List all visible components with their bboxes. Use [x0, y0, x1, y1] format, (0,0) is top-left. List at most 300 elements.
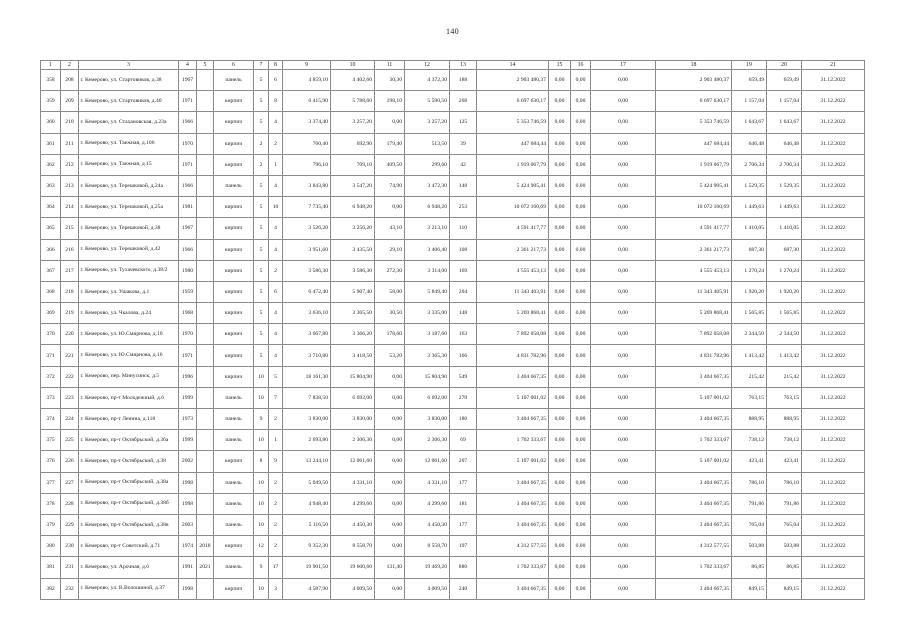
floors-cell: 8 [254, 451, 269, 472]
cost-fund-cell: 0,00 [549, 430, 571, 451]
residents-cell: 69 [450, 430, 477, 451]
column-number-19: 19 [732, 61, 767, 70]
cost-per-sqm-cell: 646,48 [732, 133, 767, 154]
cost-per-sqm-cell: 738,12 [732, 430, 767, 451]
residents-cell: 108 [450, 239, 477, 260]
row-number-cell: 380 [41, 536, 61, 557]
entrances-cell: 10 [269, 197, 283, 218]
address-cell: г. Кемерово, ул. Тухачевского, д.38/2 [79, 260, 179, 281]
cost-owners-cell: 1 919 067,79 [656, 154, 732, 175]
address-cell: г. Кемерово, ул. Ю.Смирнова, д.16 [79, 345, 179, 366]
cost-owners-cell: 5 353 746,59 [656, 112, 732, 133]
entrances-cell: 4 [269, 345, 283, 366]
row-number-cell: 378 [41, 493, 61, 514]
building-number-cell: 231 [61, 557, 79, 578]
cost-fund-cell: 0,00 [549, 366, 571, 387]
total-area-cell: 3 636,10 [283, 303, 331, 324]
cost-fund-cell: 0,00 [549, 133, 571, 154]
cost-per-sqm-cell: 2 706,34 [732, 154, 767, 175]
cost-budget-cell: 0,00 [571, 472, 591, 493]
wall-material-cell: кирпич [214, 197, 254, 218]
year-built-cell: 1959 [179, 281, 197, 302]
year-rebuilt-cell [197, 514, 214, 535]
wall-material-cell: кирпич [214, 345, 254, 366]
max-cost-per-sqm-cell: 1 565,85 [767, 303, 802, 324]
floors-cell: 10 [254, 493, 269, 514]
wall-material-cell: панель [214, 430, 254, 451]
address-cell: г. Кемерово, ул. Арочная, д.6 [79, 557, 179, 578]
cost-fund-cell: 0,00 [549, 536, 571, 557]
year-built-cell: 1966 [179, 239, 197, 260]
cost-fund-cell: 0,00 [549, 175, 571, 196]
cost-budget-cell: 0,00 [571, 366, 591, 387]
total-cost-cell: 5 353 746,59 [477, 112, 549, 133]
building-number-cell: 216 [61, 239, 79, 260]
floors-cell: 10 [254, 514, 269, 535]
cost-fund-cell: 0,00 [549, 557, 571, 578]
wall-material-cell: кирпич [214, 303, 254, 324]
cost-other-cell: 0,00 [591, 112, 656, 133]
residents-cell: 180 [450, 409, 477, 430]
residents-cell: 163 [450, 324, 477, 345]
max-cost-per-sqm-cell: 1 449,63 [767, 197, 802, 218]
entrances-cell: 1 [269, 430, 283, 451]
cost-per-sqm-cell: 1 920,20 [732, 281, 767, 302]
cost-per-sqm-cell: 791,86 [732, 493, 767, 514]
entrances-cell: 4 [269, 303, 283, 324]
table-row [41, 303, 865, 324]
cost-owners-cell: 4 831 782,96 [656, 345, 732, 366]
cost-other-cell: 0,00 [591, 387, 656, 408]
cost-owners-cell: 1 702 333,67 [656, 430, 732, 451]
max-cost-per-sqm-cell: 1 157,04 [767, 91, 802, 112]
residents-cell: 268 [450, 91, 477, 112]
cost-fund-cell: 0,00 [549, 218, 571, 239]
residential-area-cell: 19 469,20 [405, 557, 450, 578]
cost-owners-cell: 3 404 667,35 [656, 578, 732, 599]
column-number-9: 9 [283, 61, 331, 70]
address-cell: г. Кемерово, пер. Минусинск, д.5 [79, 366, 179, 387]
table-row [41, 281, 865, 302]
cost-budget-cell: 0,00 [571, 197, 591, 218]
nonresidential-area-cell: 43,10 [375, 218, 405, 239]
year-built-cell: 1980 [179, 260, 197, 281]
table-row [41, 578, 865, 599]
floors-cell: 5 [254, 91, 269, 112]
cost-other-cell: 0,00 [591, 324, 656, 345]
total-area-cell: 4 948,40 [283, 493, 331, 514]
address-cell: г. Кемерово, пр-т Октябрьский, д.38б [79, 493, 179, 514]
residents-cell: 270 [450, 387, 477, 408]
total-cost-cell: 7 892 058,08 [477, 324, 549, 345]
row-number-cell: 367 [41, 260, 61, 281]
max-cost-per-sqm-cell: 1 413,42 [767, 345, 802, 366]
max-cost-per-sqm-cell: 888,95 [767, 409, 802, 430]
cost-budget-cell: 0,00 [571, 451, 591, 472]
cost-per-sqm-cell: 86,85 [732, 557, 767, 578]
row-number-cell: 377 [41, 472, 61, 493]
total-area-cell: 3 526,20 [283, 218, 331, 239]
cost-other-cell: 0,00 [591, 175, 656, 196]
year-rebuilt-cell [197, 133, 214, 154]
cost-budget-cell: 0,00 [571, 493, 591, 514]
entrances-cell: 8 [269, 91, 283, 112]
cost-owners-cell: 1 702 333,67 [656, 557, 732, 578]
cost-owners-cell: 447 684,44 [656, 133, 732, 154]
floors-cell: 5 [254, 324, 269, 345]
entrances-cell: 4 [269, 112, 283, 133]
cost-fund-cell: 0,00 [549, 493, 571, 514]
address-cell: г. Кемерово, ул. Терешковой, д.38 [79, 218, 179, 239]
nonresidential-area-cell: 0,00 [375, 451, 405, 472]
max-cost-per-sqm-cell: 2 344,50 [767, 324, 802, 345]
cost-fund-cell: 0,00 [549, 154, 571, 175]
row-number-cell: 365 [41, 218, 61, 239]
residents-cell: 181 [450, 493, 477, 514]
cost-other-cell: 0,00 [591, 557, 656, 578]
table-row [41, 324, 865, 345]
wall-material-cell: кирпич [214, 239, 254, 260]
total-area-cell: 760,40 [283, 133, 331, 154]
cost-budget-cell: 0,00 [571, 91, 591, 112]
year-rebuilt-cell [197, 112, 214, 133]
address-cell: г. Кемерово, пр-т Ленина, д.118 [79, 409, 179, 430]
column-number-2: 2 [61, 61, 79, 70]
living-area-cell: 8 558,70 [331, 536, 375, 557]
deadline-cell: 31.12.2022 [802, 557, 865, 578]
residential-area-cell: 4 372,30 [405, 70, 450, 91]
column-number-1: 1 [41, 61, 61, 70]
building-number-cell: 223 [61, 387, 79, 408]
living-area-cell: 3 435,50 [331, 239, 375, 260]
column-number-18: 18 [656, 61, 732, 70]
year-rebuilt-cell [197, 70, 214, 91]
building-number-cell: 232 [61, 578, 79, 599]
building-number-cell: 217 [61, 260, 79, 281]
wall-material-cell: панель [214, 387, 254, 408]
cost-per-sqm-cell: 1 410,05 [732, 218, 767, 239]
column-number-6: 6 [214, 61, 254, 70]
building-number-cell: 224 [61, 409, 79, 430]
year-rebuilt-cell [197, 260, 214, 281]
cost-other-cell: 0,00 [591, 133, 656, 154]
living-area-cell: 3 547,20 [331, 175, 375, 196]
table-row [41, 472, 865, 493]
total-area-cell: 3 710,80 [283, 345, 331, 366]
building-number-cell: 230 [61, 536, 79, 557]
residents-cell: 177 [450, 472, 477, 493]
residential-area-cell: 6 948,20 [405, 197, 450, 218]
total-cost-cell: 4 555 453,13 [477, 260, 549, 281]
residents-cell: 240 [450, 578, 477, 599]
residents-cell: 204 [450, 281, 477, 302]
column-number-11: 11 [375, 61, 405, 70]
deadline-cell: 31.12.2022 [802, 430, 865, 451]
wall-material-cell: кирпич [214, 112, 254, 133]
deadline-cell: 31.12.2022 [802, 493, 865, 514]
floors-cell: 10 [254, 578, 269, 599]
deadline-cell: 31.12.2022 [802, 281, 865, 302]
entrances-cell: 2 [269, 472, 283, 493]
cost-budget-cell: 0,00 [571, 514, 591, 535]
residential-area-cell: 12 061,60 [405, 451, 450, 472]
year-rebuilt-cell [197, 175, 214, 196]
floors-cell: 5 [254, 175, 269, 196]
row-number-cell: 370 [41, 324, 61, 345]
year-rebuilt-cell [197, 430, 214, 451]
year-rebuilt-cell [197, 493, 214, 514]
max-cost-per-sqm-cell: 1 643,67 [767, 112, 802, 133]
residential-area-cell: 3 365,30 [405, 345, 450, 366]
living-area-cell: 6 948,20 [331, 197, 375, 218]
floors-cell: 2 [254, 154, 269, 175]
deadline-cell: 31.12.2022 [802, 366, 865, 387]
row-number-cell: 371 [41, 345, 61, 366]
column-number-4: 4 [179, 61, 197, 70]
residential-area-cell: 2 306,30 [405, 430, 450, 451]
wall-material-cell: кирпич [214, 260, 254, 281]
residential-area-cell: 5 590,50 [405, 91, 450, 112]
year-rebuilt-cell [197, 303, 214, 324]
total-area-cell: 6 472,40 [283, 281, 331, 302]
cost-budget-cell: 0,00 [571, 303, 591, 324]
year-built-cell: 1999 [179, 387, 197, 408]
cost-owners-cell: 4 312 577,55 [656, 536, 732, 557]
row-number-cell: 381 [41, 557, 61, 578]
nonresidential-area-cell: 178,60 [375, 324, 405, 345]
living-area-cell: 15 804,90 [331, 366, 375, 387]
total-cost-cell: 3 404 667,35 [477, 578, 549, 599]
cost-owners-cell: 5 424 905,41 [656, 175, 732, 196]
max-cost-per-sqm-cell: 849,15 [767, 578, 802, 599]
cost-per-sqm-cell: 888,95 [732, 409, 767, 430]
year-rebuilt-cell [197, 91, 214, 112]
cost-fund-cell: 0,00 [549, 324, 571, 345]
cost-other-cell: 0,00 [591, 493, 656, 514]
cost-other-cell: 0,00 [591, 281, 656, 302]
cost-fund-cell: 0,00 [549, 239, 571, 260]
cost-budget-cell: 0,00 [571, 154, 591, 175]
cost-per-sqm-cell: 1 270,24 [732, 260, 767, 281]
year-built-cell: 1999 [179, 430, 197, 451]
nonresidential-area-cell: 0,00 [375, 112, 405, 133]
year-rebuilt-cell [197, 409, 214, 430]
address-cell: г. Кемерово, ул. Таежная, д.15 [79, 154, 179, 175]
deadline-cell: 31.12.2022 [802, 472, 865, 493]
cost-fund-cell: 0,00 [549, 112, 571, 133]
max-cost-per-sqm-cell: 786,10 [767, 472, 802, 493]
wall-material-cell: кирпич [214, 578, 254, 599]
residential-area-cell: 6 692,00 [405, 387, 450, 408]
residential-area-cell: 8 558,70 [405, 536, 450, 557]
living-area-cell: 19 600,60 [331, 557, 375, 578]
nonresidential-area-cell: 0,00 [375, 472, 405, 493]
cost-budget-cell: 0,00 [571, 133, 591, 154]
year-rebuilt-cell [197, 324, 214, 345]
cost-budget-cell: 0,00 [571, 218, 591, 239]
column-number-12: 12 [405, 61, 450, 70]
deadline-cell: 31.12.2022 [802, 197, 865, 218]
wall-material-cell: панель [214, 557, 254, 578]
cost-per-sqm-cell: 1 643,67 [732, 112, 767, 133]
wall-material-cell: панель [214, 493, 254, 514]
cost-per-sqm-cell: 423,41 [732, 451, 767, 472]
row-number-cell: 366 [41, 239, 61, 260]
residential-area-cell: 3 314,00 [405, 260, 450, 281]
cost-other-cell: 0,00 [591, 472, 656, 493]
cost-per-sqm-cell: 659,49 [732, 70, 767, 91]
max-cost-per-sqm-cell: 1 529,35 [767, 175, 802, 196]
table-row [41, 260, 865, 281]
residential-area-cell: 4 009,50 [405, 578, 450, 599]
max-cost-per-sqm-cell: 215,42 [767, 366, 802, 387]
table-row [41, 175, 865, 196]
building-number-cell: 226 [61, 451, 79, 472]
cost-fund-cell: 0,00 [549, 451, 571, 472]
total-cost-cell: 4 831 782,96 [477, 345, 549, 366]
cost-per-sqm-cell: 1 413,42 [732, 345, 767, 366]
total-area-cell: 4 859,10 [283, 70, 331, 91]
table-row [41, 218, 865, 239]
building-number-cell: 225 [61, 430, 79, 451]
building-number-cell: 214 [61, 197, 79, 218]
cost-per-sqm-cell: 763,15 [732, 387, 767, 408]
residents-cell: 125 [450, 112, 477, 133]
cost-other-cell: 0,00 [591, 218, 656, 239]
column-number-13: 13 [450, 61, 477, 70]
cost-per-sqm-cell: 687,30 [732, 239, 767, 260]
max-cost-per-sqm-cell: 2 706,34 [767, 154, 802, 175]
deadline-cell: 31.12.2022 [802, 91, 865, 112]
cost-per-sqm-cell: 1 449,63 [732, 197, 767, 218]
address-cell: г. Кемерово, пр-т Советский, д.71 [79, 536, 179, 557]
max-cost-per-sqm-cell: 503,88 [767, 536, 802, 557]
deadline-cell: 31.12.2022 [802, 536, 865, 557]
cost-other-cell: 0,00 [591, 536, 656, 557]
year-rebuilt-cell [197, 281, 214, 302]
year-built-cell: 1967 [179, 70, 197, 91]
year-built-cell: 1998 [179, 578, 197, 599]
year-built-cell: 2002 [179, 451, 197, 472]
cost-other-cell: 0,00 [591, 91, 656, 112]
total-cost-cell: 10 072 160,69 [477, 197, 549, 218]
cost-owners-cell: 3 404 667,35 [656, 472, 732, 493]
address-cell: г. Кемерово, пр-т Молодежный, д.6 [79, 387, 179, 408]
total-cost-cell: 1 702 333,67 [477, 557, 549, 578]
building-number-cell: 210 [61, 112, 79, 133]
nonresidential-area-cell: 0,00 [375, 387, 405, 408]
total-area-cell: 3 830,00 [283, 409, 331, 430]
cost-other-cell: 0,00 [591, 197, 656, 218]
deadline-cell: 31.12.2022 [802, 409, 865, 430]
cost-owners-cell: 2 361 217,73 [656, 239, 732, 260]
residents-cell: 169 [450, 260, 477, 281]
residential-area-cell: 3 257,20 [405, 112, 450, 133]
total-cost-cell: 3 404 667,35 [477, 514, 549, 535]
cost-owners-cell: 7 892 058,08 [656, 324, 732, 345]
year-rebuilt-cell [197, 154, 214, 175]
max-cost-per-sqm-cell: 659,49 [767, 70, 802, 91]
residential-area-cell: 3 187,60 [405, 324, 450, 345]
column-number-14: 14 [477, 61, 549, 70]
nonresidential-area-cell: 0,00 [375, 197, 405, 218]
cost-owners-cell: 5 107 001,02 [656, 387, 732, 408]
deadline-cell: 31.12.2022 [802, 175, 865, 196]
total-area-cell: 9 352,30 [283, 536, 331, 557]
table-row [41, 557, 865, 578]
residential-area-cell: 3 472,30 [405, 175, 450, 196]
wall-material-cell: кирпич [214, 281, 254, 302]
column-number-16: 16 [571, 61, 591, 70]
floors-cell: 10 [254, 430, 269, 451]
deadline-cell: 31.12.2022 [802, 324, 865, 345]
address-cell: г. Кемерово, ул. Терешковой, д.24а [79, 175, 179, 196]
residents-cell: 166 [450, 345, 477, 366]
entrances-cell: 2 [269, 133, 283, 154]
table-row [41, 536, 865, 557]
wall-material-cell: панель [214, 472, 254, 493]
residents-cell: 197 [450, 536, 477, 557]
living-area-cell: 4 402,60 [331, 70, 375, 91]
wall-material-cell: кирпич [214, 451, 254, 472]
table-row [41, 409, 865, 430]
cost-budget-cell: 0,00 [571, 387, 591, 408]
residents-cell: 177 [450, 514, 477, 535]
total-area-cell: 4 587,90 [283, 578, 331, 599]
floors-cell: 5 [254, 197, 269, 218]
address-cell: г. Кемерово, ул. Ушакова, д.1 [79, 281, 179, 302]
nonresidential-area-cell: 30,30 [375, 70, 405, 91]
year-rebuilt-cell [197, 345, 214, 366]
address-cell: г. Кемерово, ул. Терешковой, д.25а [79, 197, 179, 218]
living-area-cell: 4 331,10 [331, 472, 375, 493]
floors-cell: 9 [254, 409, 269, 430]
cost-budget-cell: 0,00 [571, 260, 591, 281]
nonresidential-area-cell: 0,00 [375, 578, 405, 599]
living-area-cell: 4 299,60 [331, 493, 375, 514]
cost-per-sqm-cell: 215,42 [732, 366, 767, 387]
address-cell: г. Кемерово, ул. Стартовиков, д.40 [79, 91, 179, 112]
living-area-cell: 3 418,50 [331, 345, 375, 366]
max-cost-per-sqm-cell: 763,15 [767, 387, 802, 408]
address-cell: г. Кемерово, ул. Ю.Смирнова, д.10 [79, 324, 179, 345]
living-area-cell: 5 788,60 [331, 91, 375, 112]
table-row [41, 133, 865, 154]
total-cost-cell: 1 702 333,67 [477, 430, 549, 451]
living-area-cell: 3 366,20 [331, 324, 375, 345]
deadline-cell: 31.12.2022 [802, 387, 865, 408]
nonresidential-area-cell: 0,00 [375, 493, 405, 514]
year-built-cell: 1974 [179, 536, 197, 557]
year-built-cell: 1966 [179, 175, 197, 196]
deadline-cell: 31.12.2022 [802, 133, 865, 154]
cost-other-cell: 0,00 [591, 70, 656, 91]
total-area-cell: 7 838,50 [283, 387, 331, 408]
wall-material-cell: кирпич [214, 536, 254, 557]
living-area-cell: 3 586,30 [331, 260, 375, 281]
living-area-cell: 12 061,60 [331, 451, 375, 472]
residential-area-cell: 4 331,10 [405, 472, 450, 493]
nonresidential-area-cell: 58,00 [375, 281, 405, 302]
residential-area-cell: 5 849,40 [405, 281, 450, 302]
cost-fund-cell: 0,00 [549, 70, 571, 91]
cost-per-sqm-cell: 849,15 [732, 578, 767, 599]
nonresidential-area-cell: 179,40 [375, 133, 405, 154]
residents-cell: 549 [450, 366, 477, 387]
total-cost-cell: 5 107 001,02 [477, 387, 549, 408]
cost-per-sqm-cell: 1 565,85 [732, 303, 767, 324]
row-number-cell: 364 [41, 197, 61, 218]
